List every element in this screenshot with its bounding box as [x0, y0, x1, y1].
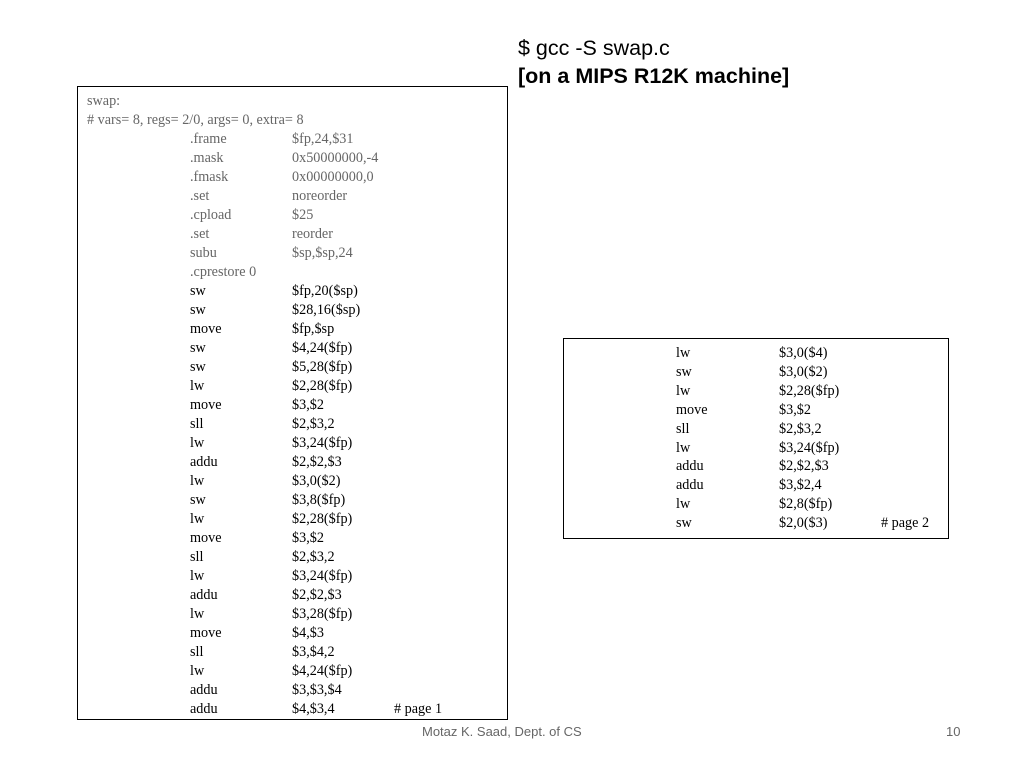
- opcode: addu: [190, 701, 218, 717]
- opcode: .set: [190, 188, 210, 204]
- opcode: sw: [190, 359, 206, 375]
- operands: $25: [292, 207, 314, 223]
- operands: $2,28($fp): [779, 382, 840, 399]
- opcode: .cpload: [190, 207, 232, 223]
- operands: 0x00000000,0: [292, 169, 374, 185]
- footer-author: Motaz K. Saad, Dept. of CS: [422, 724, 582, 739]
- title-machine: [on a MIPS R12K machine]: [518, 64, 790, 88]
- opcode: lw: [190, 606, 205, 622]
- operands: reorder: [292, 226, 333, 242]
- operands: $2,28($fp): [292, 378, 353, 394]
- opcode: addu: [190, 587, 218, 603]
- opcode: move: [190, 321, 222, 337]
- operands: $4,24($fp): [292, 663, 353, 679]
- operands: $fp,24,$31: [292, 131, 354, 147]
- operands: $sp,$sp,24: [292, 245, 353, 261]
- opcode: addu: [190, 682, 218, 698]
- function-label: swap:: [87, 93, 121, 109]
- operands: $28,16($sp): [292, 302, 361, 318]
- operands: $3,0($4): [779, 345, 828, 361]
- title-command: $ gcc -S swap.c: [518, 36, 670, 60]
- opcode: lw: [676, 345, 691, 361]
- opcode: addu: [676, 477, 704, 494]
- operands: $4,$3,4: [292, 701, 335, 717]
- opcode: move: [676, 401, 708, 418]
- operands: $2,8($fp): [779, 496, 833, 513]
- opcode: .cprestore 0: [190, 264, 257, 280]
- opcode: sll: [676, 420, 690, 437]
- operands: $3,0($2): [292, 473, 341, 489]
- page-comment: # page 1: [394, 701, 443, 717]
- operands: $3,24($fp): [779, 439, 840, 456]
- assembly-listing-page-2: [563, 338, 949, 539]
- operands: $2,$3,2: [292, 416, 335, 432]
- opcode: sw: [676, 515, 692, 532]
- opcode: lw: [676, 496, 691, 513]
- opcode: subu: [190, 245, 217, 261]
- operands: $2,$2,$3: [292, 587, 342, 603]
- operands: $3,$3,$4: [292, 682, 342, 698]
- operands: $3,8($fp): [292, 492, 346, 508]
- opcode: move: [190, 530, 222, 546]
- opcode: addu: [190, 454, 218, 470]
- operands: 0x50000000,-4: [292, 150, 379, 166]
- opcode: lw: [190, 511, 205, 527]
- operands: $2,0($3): [779, 515, 828, 532]
- opcode: lw: [190, 473, 205, 489]
- opcode: lw: [190, 378, 205, 394]
- opcode: move: [190, 397, 222, 413]
- operands: $3,24($fp): [292, 568, 353, 584]
- operands: $4,$3: [292, 625, 324, 641]
- operands: $2,$3,2: [292, 549, 335, 565]
- opcode: sw: [190, 283, 206, 299]
- operands: $2,$2,$3: [779, 458, 829, 475]
- opcode: sll: [190, 644, 204, 660]
- opcode: sw: [676, 363, 692, 380]
- operands: $3,24($fp): [292, 435, 353, 451]
- operands: noreorder: [292, 188, 348, 204]
- opcode: lw: [190, 568, 205, 584]
- opcode: addu: [676, 458, 704, 475]
- slide-title: [518, 34, 789, 90]
- opcode: sll: [190, 549, 204, 565]
- operands: $3,$4,2: [292, 644, 335, 660]
- operands: $3,$2: [292, 397, 324, 413]
- operands: $3,$2,4: [779, 477, 822, 494]
- page-comment: # page 2: [881, 515, 930, 532]
- opcode: move: [190, 625, 222, 641]
- opcode: .mask: [190, 150, 224, 166]
- opcode: sll: [190, 416, 204, 432]
- opcode: lw: [676, 382, 691, 399]
- opcode: lw: [676, 439, 691, 456]
- slide-footer: [0, 724, 1024, 744]
- operands: $3,0($2): [779, 363, 828, 380]
- slide-number: 10: [946, 724, 961, 739]
- frame-comment: # vars= 8, regs= 2/0, args= 0, extra= 8: [87, 112, 304, 128]
- opcode: sw: [190, 340, 206, 356]
- operands: $3,$2: [292, 530, 324, 546]
- opcode: sw: [190, 492, 206, 508]
- operands: $2,$2,$3: [292, 454, 342, 470]
- opcode: lw: [190, 663, 205, 679]
- operands: $fp,20($sp): [292, 283, 358, 299]
- opcode: .fmask: [190, 169, 229, 185]
- operands: $2,$3,2: [779, 420, 822, 437]
- operands: $4,24($fp): [292, 340, 353, 356]
- operands: $3,28($fp): [292, 606, 353, 622]
- operands: $5,28($fp): [292, 359, 353, 375]
- operands: $fp,$sp: [292, 321, 335, 337]
- opcode: sw: [190, 302, 206, 318]
- opcode: .set: [190, 226, 210, 242]
- opcode: .frame: [190, 131, 227, 147]
- opcode: lw: [190, 435, 205, 451]
- operands: $2,28($fp): [292, 511, 353, 527]
- assembly-listing-page-1: [77, 86, 508, 720]
- operands: $3,$2: [779, 401, 811, 418]
